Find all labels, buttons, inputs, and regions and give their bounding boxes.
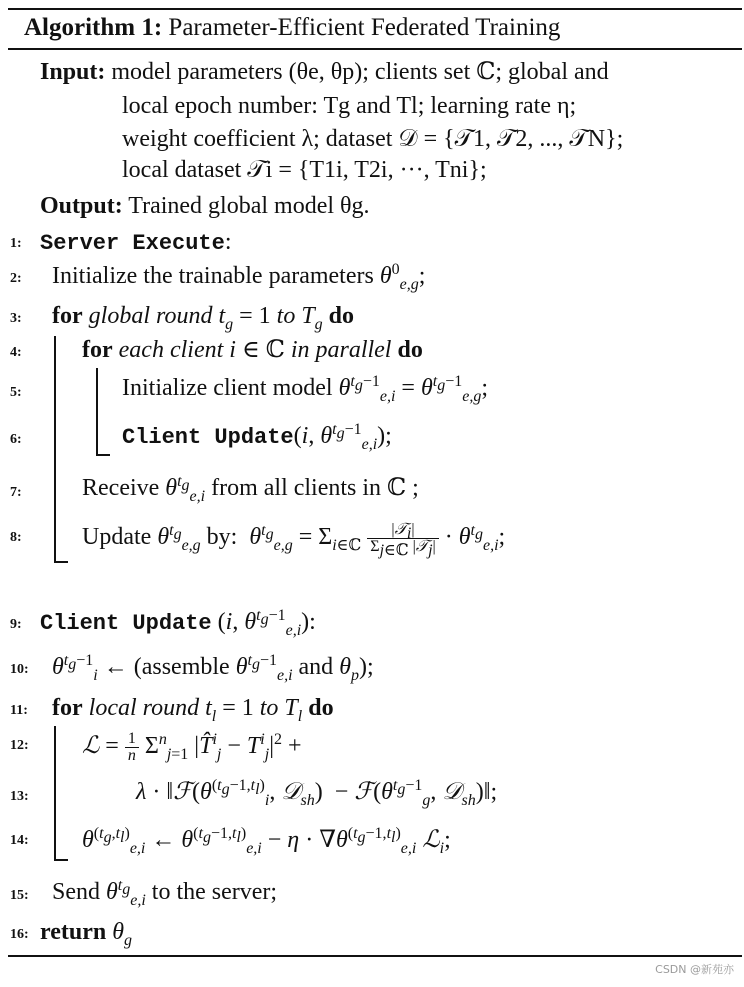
watermark: CSDN @新苑亦 xyxy=(655,963,734,976)
step-6: Client Update(i, $\theta^{t_g-1}_{e,i}$); xyxy=(122,421,392,453)
output-label: Output: xyxy=(40,193,123,219)
line-number: 11: xyxy=(10,703,28,718)
algorithm-caption xyxy=(24,14,560,42)
step-4: for each client i ∈ ℂ in parallel do xyxy=(82,337,423,363)
algorithm-label: Algorithm 1: xyxy=(24,14,163,41)
output-text: Trained global model θg. xyxy=(128,193,370,219)
step-3: for global round $t_g = 1$ to $T_g$ do xyxy=(52,303,355,333)
line-number: 7: xyxy=(10,485,22,500)
step-16: return $\theta_g$ xyxy=(40,919,133,949)
step-11: for local round $t_l = 1$ to $T_l$ do xyxy=(52,695,334,725)
weight-fraction: $\frac{|𝒯_i|}{\Sigma_{j\in ℂ} |𝒯_j|}$ xyxy=(367,522,438,555)
do-keyword: do xyxy=(308,695,334,721)
server-execute-keyword: Server Execute xyxy=(40,231,225,256)
bottom-rule xyxy=(8,955,742,957)
input-line-2: local epoch number: Tg and Tl; learning rate η; xyxy=(122,93,577,119)
return-keyword: return xyxy=(40,919,107,945)
local-loop-guide-end xyxy=(54,859,68,861)
for-keyword: for xyxy=(52,695,83,721)
step-12: ℒ = $\frac{1}{n}$ $\Sigma^n_{j=1}$ |T̂$^i_j$ − $T^i_j|^2$ + xyxy=(82,730,302,764)
line-number: 14: xyxy=(10,833,29,848)
local-loop-guide xyxy=(54,726,56,860)
outer-loop-guide-end xyxy=(54,561,68,563)
line-number: 8: xyxy=(10,530,22,545)
step-14: $\theta^{(t_g,t_l)}_{e,i}$ ← $\theta^{(t_g-1,t_l)}_{e,i} - \eta \cdot \nabla\theta^{(t_g-1,t_l)}_{e,i}$ ℒ$_i$; xyxy=(82,825,451,857)
step-1: Server Execute: xyxy=(40,229,232,256)
input-line-1 xyxy=(40,60,609,84)
step-8: Update $\theta^{t_g}_{e,g}$ by: $\theta^{t_g}_{e,g} = \Sigma_{i\in ℂ}$ $\frac{|𝒯_i|}{\Sigma_{j\in ℂ} |𝒯_j|}$ · $\theta^{t_g}_{e,i}$; xyxy=(82,521,506,560)
line-number: 4: xyxy=(10,345,22,360)
input-text-1: model parameters (θe, θp); clients set ℂ; global and xyxy=(111,59,609,85)
line-number: 16: xyxy=(10,927,29,942)
do-keyword: do xyxy=(397,337,423,363)
algorithm-title: Parameter-Efficient Federated Training xyxy=(168,14,561,41)
inner-loop-guide xyxy=(96,368,98,455)
line-number: 5: xyxy=(10,385,22,400)
line-number: 13: xyxy=(10,789,29,804)
client-update-keyword: Client Update xyxy=(122,425,294,450)
input-label: Input: xyxy=(40,59,106,85)
line-number: 15: xyxy=(10,888,29,903)
outer-loop-guide xyxy=(54,336,56,562)
client-update-keyword: Client Update xyxy=(40,611,212,636)
do-keyword: do xyxy=(328,303,355,329)
output-line xyxy=(40,194,370,218)
for-keyword: for xyxy=(82,337,113,363)
input-line-3: weight coefficient λ; dataset 𝒟 = {𝒯1, 𝒯2, ..., 𝒯N}; xyxy=(122,126,624,152)
line-number: 2: xyxy=(10,271,22,286)
step-7: Receive $\theta^{t_g}_{e,i}$ from all clients in ℂ ; xyxy=(82,473,419,505)
step-9: Client Update (i, $\theta^{t_g-1}_{e,i}$): xyxy=(40,607,316,639)
title-rule xyxy=(8,48,742,50)
line-number: 10: xyxy=(10,662,29,677)
line-number: 3: xyxy=(10,311,22,326)
step-15: Send $\theta^{t_g}_{e,i}$ to the server; xyxy=(52,877,278,909)
step-5: Initialize client model $\theta^{t_g-1}_{e,i} = \theta^{t_g-1}_{e,g}$; xyxy=(122,373,489,405)
input-line-4: local dataset 𝒯i = {T1i, T2i, ···, Tni}; xyxy=(122,157,487,183)
for-keyword: for xyxy=(52,303,83,329)
line-number: 12: xyxy=(10,738,29,753)
line-number: 9: xyxy=(10,617,22,632)
inner-loop-guide-end xyxy=(96,454,110,456)
step-10: $\theta^{t_g-1}_i$ ← (assemble $\theta^{t_g-1}_{e,i}$ and $\theta_p$); xyxy=(52,652,374,684)
line-number: 6: xyxy=(10,432,22,447)
step-2: Initialize the trainable parameters $\theta^0_{e,g}$; xyxy=(52,261,426,293)
step-13: $\lambda \cdot ‖ℱ(\theta^{(t_g-1,t_l)}_i$, 𝒟$_{sh}$) − $ℱ(\theta^{t_g-1}_g$, 𝒟$_{sh}$)‖; xyxy=(136,777,498,809)
line-number: 1: xyxy=(10,236,22,251)
top-rule xyxy=(8,8,742,10)
